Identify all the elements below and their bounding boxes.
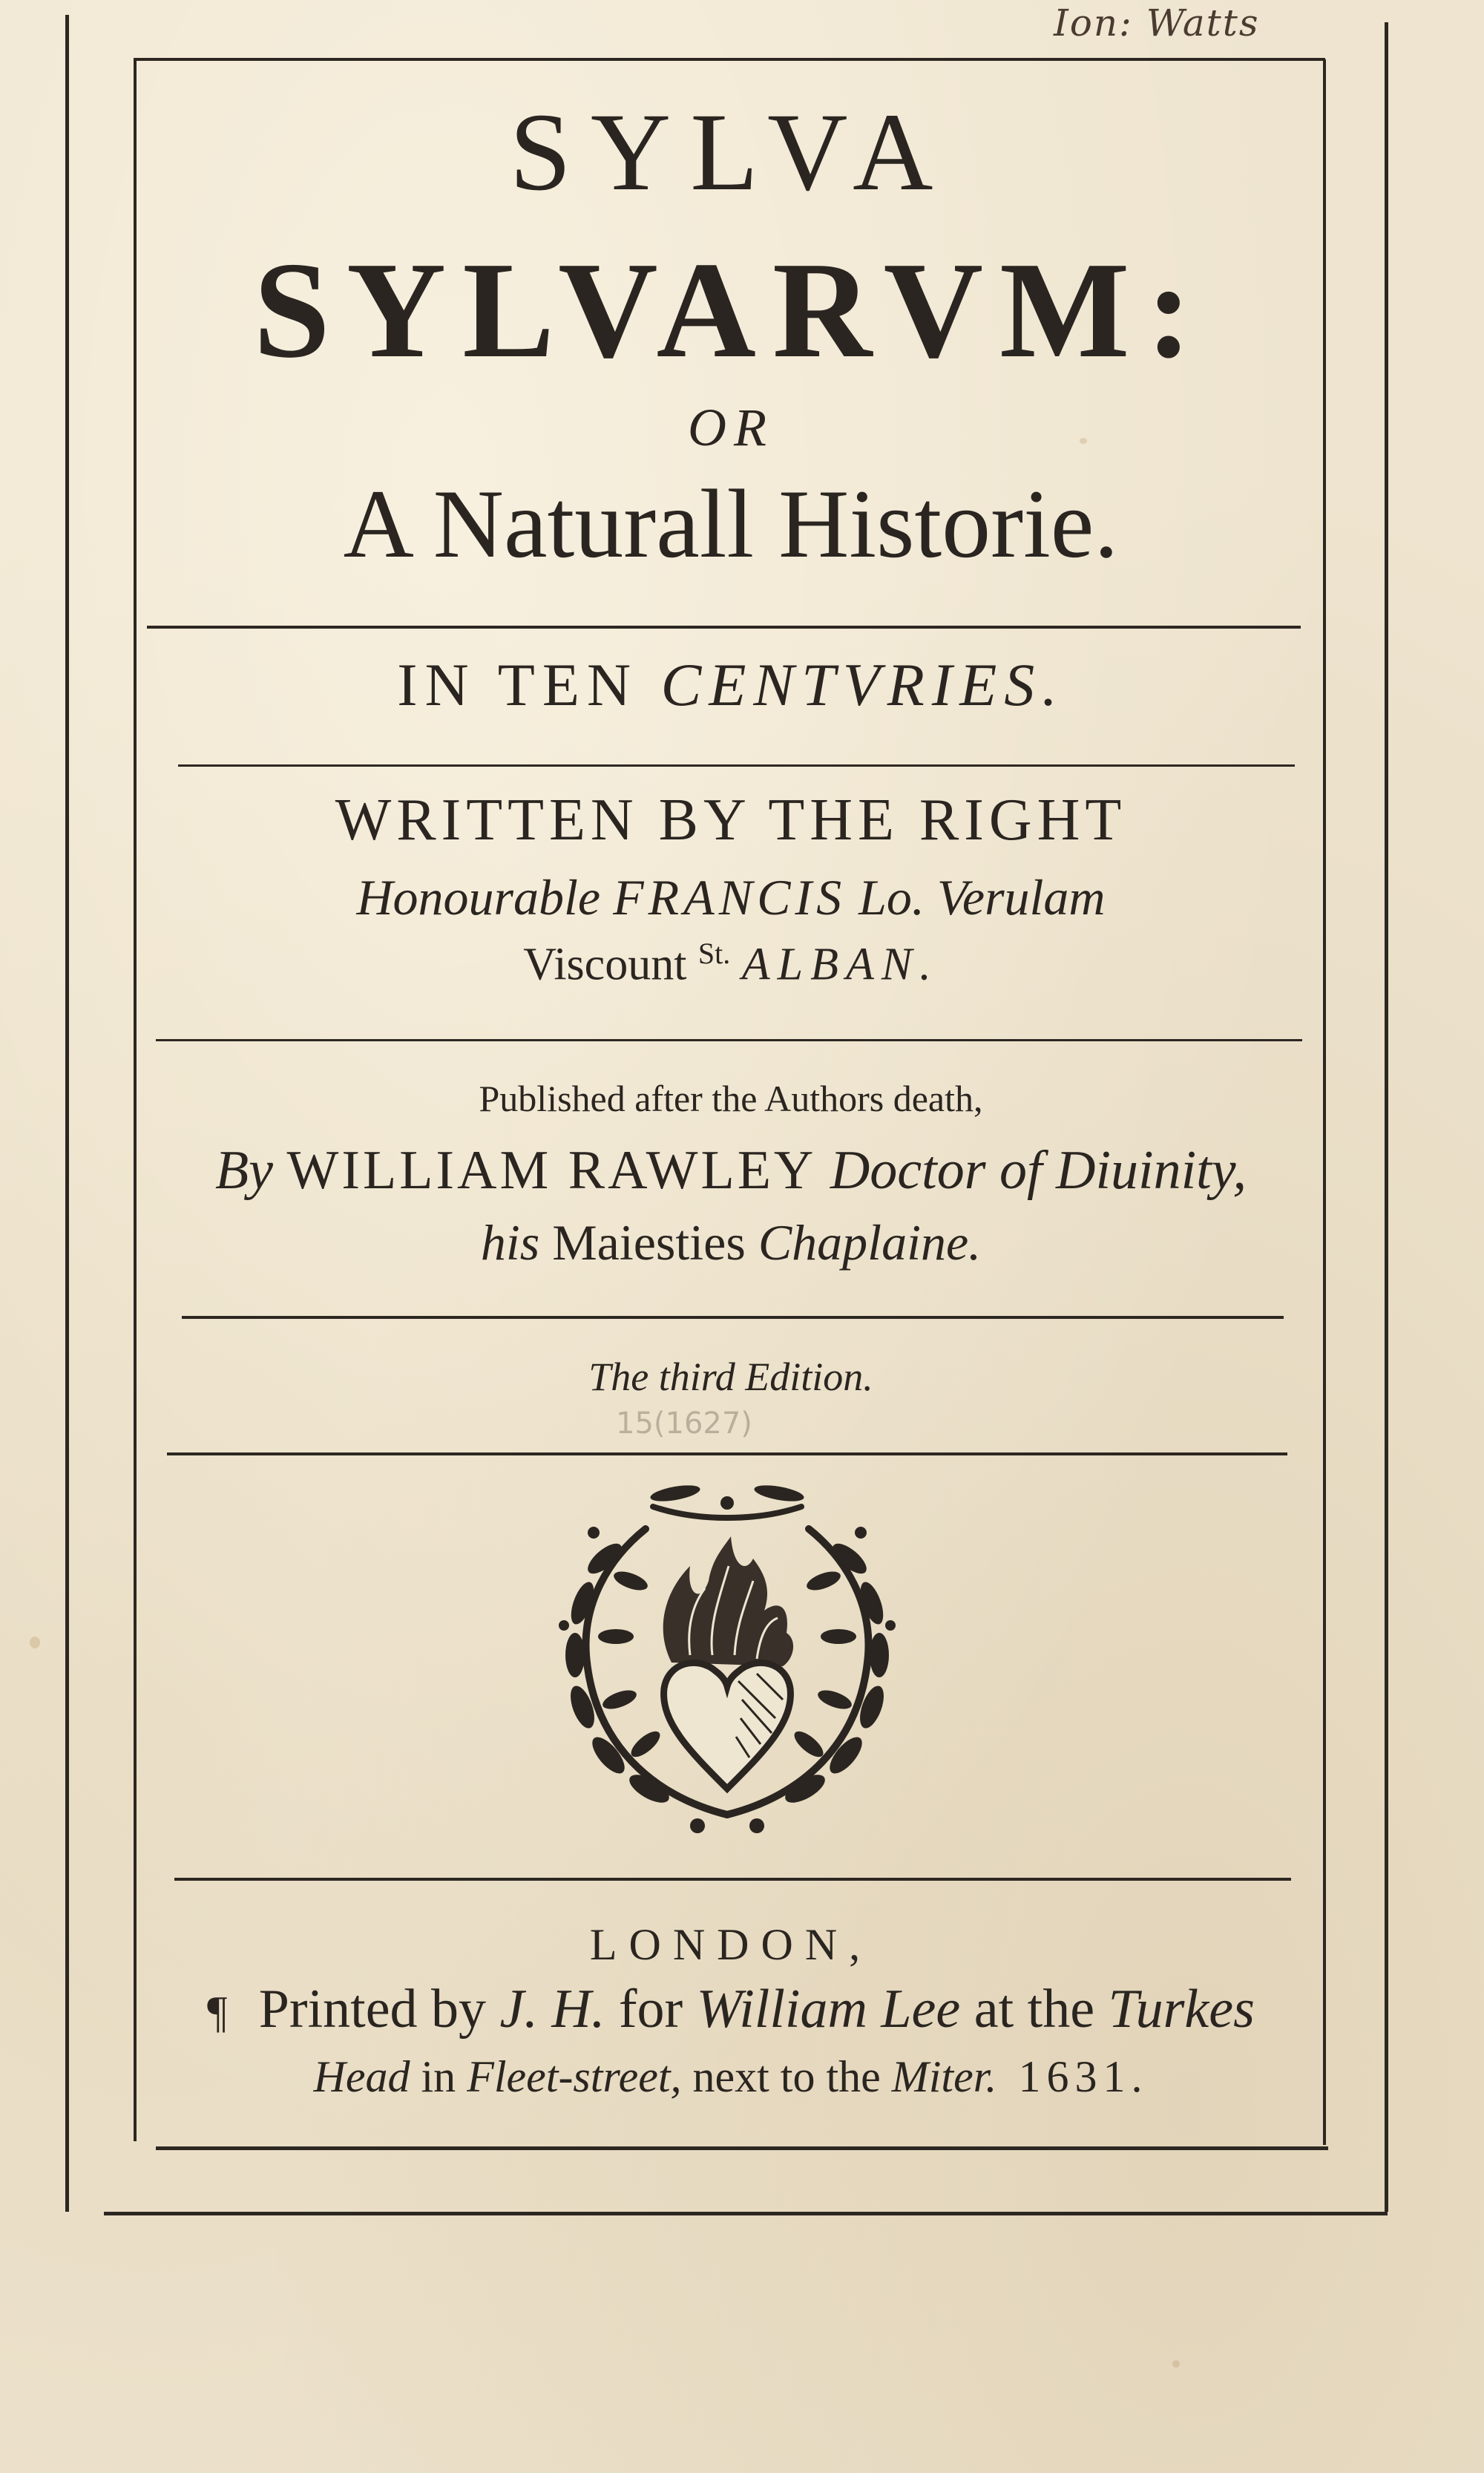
inner-frame-top xyxy=(134,58,1325,61)
imprint-london: LONDON, xyxy=(589,1920,873,1969)
publisher-by: By xyxy=(214,1140,274,1201)
divider-3 xyxy=(156,1039,1302,1041)
flames xyxy=(663,1536,793,1666)
publisher-chaplaine: Chaplaine. xyxy=(758,1214,982,1271)
publisher-line-2 xyxy=(134,1140,1328,1201)
publisher-line-1 xyxy=(134,1080,1328,1117)
title-sylvarum: SYLVARVM: xyxy=(253,234,1209,387)
divider-1 xyxy=(147,626,1301,629)
divider-4 xyxy=(182,1316,1284,1319)
author-saint: St. xyxy=(697,937,731,970)
imprint-line-1 xyxy=(134,1922,1328,1967)
pencil-mark: 15(1627) xyxy=(616,1406,752,1441)
handwritten-note: Ion: Watts xyxy=(1054,1,1260,45)
author-line-1 xyxy=(134,787,1328,853)
imprint-printer: J. H. xyxy=(499,1979,605,2040)
imprint-line-2 xyxy=(134,1979,1328,2040)
publisher-line-3 xyxy=(134,1214,1328,1271)
title-line-4 xyxy=(134,469,1328,578)
imprint-year: 1631. xyxy=(1018,2052,1149,2101)
divider-5 xyxy=(167,1452,1287,1455)
outer-frame-bottom xyxy=(104,2212,1388,2215)
centuries-line xyxy=(134,651,1328,718)
author-viscount: Viscount xyxy=(523,939,687,990)
heart-shape xyxy=(664,1663,791,1789)
imprint-for: for xyxy=(618,1979,683,2040)
foxing-spot xyxy=(30,1637,40,1648)
imprint-head: Head xyxy=(313,2052,410,2101)
author-written-by: WRITTEN BY THE RIGHT xyxy=(335,787,1127,853)
centuries-word: CENTVRIES. xyxy=(660,651,1065,718)
pilcrow-mark: ¶ xyxy=(207,1988,228,2037)
publisher-published: Published after the Authors death, xyxy=(479,1078,983,1119)
title-or: OR xyxy=(688,398,774,457)
author-alban: ALBAN. xyxy=(741,939,939,990)
title-line-2 xyxy=(134,234,1328,387)
publisher-his: his xyxy=(480,1214,540,1271)
edition-line xyxy=(134,1357,1328,1397)
imprint-printed-by: Printed by xyxy=(258,1979,487,2040)
title-line-1 xyxy=(134,91,1328,214)
title-naturall-historie: A Naturall Historie. xyxy=(343,469,1119,578)
title-sylva: SYLVA xyxy=(509,91,953,214)
foxing-spot xyxy=(1172,2360,1180,2368)
edition-text: The third Edition. xyxy=(588,1355,873,1399)
imprint-in: in xyxy=(421,2052,456,2101)
imprint-next-to: next to the xyxy=(692,2052,881,2101)
publisher-william-rawley: WILLIAM RAWLEY xyxy=(286,1140,817,1201)
divider-6 xyxy=(174,1878,1291,1881)
author-francis: FRANCIS xyxy=(613,869,847,926)
centuries-prefix: IN TEN xyxy=(397,651,639,718)
author-verulam: Lo. Verulam xyxy=(858,869,1106,926)
imprint-at-the: at the xyxy=(974,1979,1095,2040)
inner-frame-bottom xyxy=(156,2146,1328,2150)
publisher-maiesties: Maiesties xyxy=(552,1214,746,1271)
divider-2 xyxy=(178,764,1295,767)
flaming-heart-wreath-icon xyxy=(542,1477,913,1848)
outer-frame-left xyxy=(65,15,69,2212)
author-honourable: Honourable xyxy=(356,869,601,926)
outer-frame-right xyxy=(1385,22,1388,2212)
author-line-2 xyxy=(134,869,1328,926)
author-line-3 xyxy=(134,939,1328,988)
imprint-turkes: Turkes xyxy=(1108,1979,1255,2040)
imprint-bookseller: William Lee xyxy=(696,1979,961,2040)
imprint-fleet-street: Fleet-street, xyxy=(467,2052,682,2101)
publisher-doctor: Doctor of Diuinity, xyxy=(830,1140,1247,1201)
title-line-3 xyxy=(134,398,1328,457)
imprint-miter: Miter. xyxy=(891,2052,997,2101)
imprint-line-3 xyxy=(134,2054,1328,2099)
